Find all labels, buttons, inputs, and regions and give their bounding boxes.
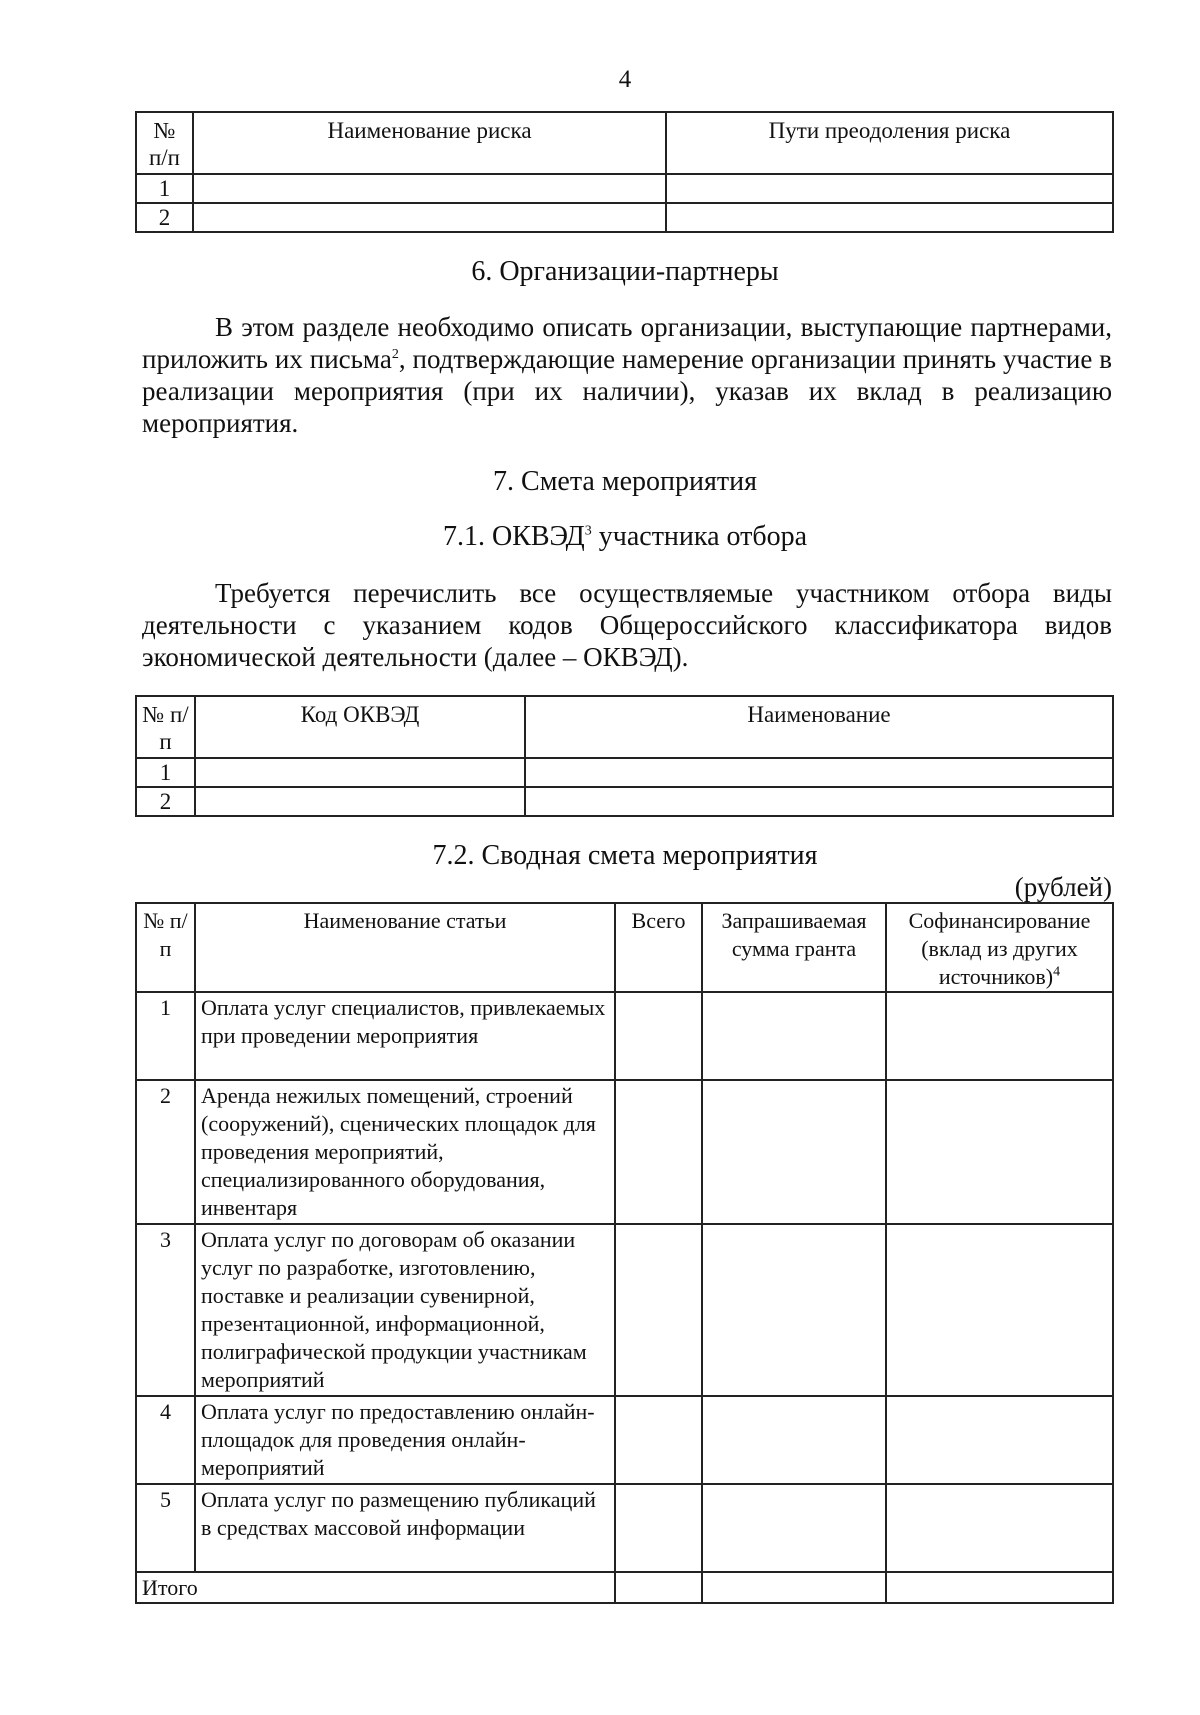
table-row [136,203,1113,232]
okved-code-cell [195,787,525,816]
footnote-marker: 4 [1053,964,1061,980]
budget-item-name: Оплата услуг специалистов, привлекаемых при проведении мероприятия [195,992,615,1080]
partners-paragraph [142,311,1112,439]
table-row [136,992,1113,1080]
column-header-okved-code: Код ОКВЭД [195,696,525,758]
budget-total-cell [615,1224,702,1396]
budget-cofinancing-cell [886,1484,1113,1572]
column-header-number: № п/п [136,112,193,174]
okved-table [135,695,1114,817]
risk-name-cell [193,174,666,203]
subsection-heading-summary-budget: 7.2. Сводная смета мероприятия [432,840,818,871]
row-number: 2 [136,203,193,232]
risk-table [135,111,1114,233]
table-header-row [136,112,1113,174]
budget-item-name: Оплата услуг по предоставлению онлайн-площадок для проведения онлайн-мероприятий [195,1396,615,1484]
subsection-heading-okved-text: 7.1. ОКВЭД [442,521,585,552]
row-number: 1 [136,992,195,1080]
budget-item-name: Аренда нежилых помещений, строений (сооружений), сценических площадок для проведения мероприятий, специализированного оборудования, инвентаря [195,1080,615,1224]
column-header-okved-name: Наименование [525,696,1113,758]
table-header-row [136,696,1113,758]
subsection-heading-okved-text-cont: участника отбора [591,521,808,552]
budget-grant-cell [702,992,886,1080]
column-header-grant-amount: Запрашиваемая сумма гранта [702,903,886,992]
section-heading-budget: 7. Смета мероприятия [493,466,757,497]
column-header-total: Всего [615,903,702,992]
budget-cofinancing-cell [886,1080,1113,1224]
section-heading-partners: 6. Организации-партнеры [471,256,779,287]
budget-grant-cell [702,1484,886,1572]
row-number: 3 [136,1224,195,1396]
budget-cofinancing-cell [886,992,1113,1080]
risk-mitigation-cell [666,174,1113,203]
okved-paragraph: Требуется перечислить все осуществляемые участником отбора виды деятельности с указанием кодов Общероссийского классификатора видов экономической деятельности (далее – ОКВЭД). [142,578,1112,672]
risk-name-cell [193,203,666,232]
table-total-row [136,1572,1113,1603]
table-row [136,1484,1113,1572]
table-row [136,1080,1113,1224]
partners-paragraph-text: В этом разделе необходимо описать организации, выступающие партнерами, приложить их письма [142,312,1112,374]
risk-mitigation-cell [666,203,1113,232]
column-header-cofinancing-text: Софинансирование (вклад из других источников) [908,908,1091,989]
column-header-number: № п/п [136,903,195,992]
footnote-marker: 3 [584,523,592,539]
column-header-item-name: Наименование статьи [195,903,615,992]
row-number: 5 [136,1484,195,1572]
budget-total-cell [615,1484,702,1572]
table-row [136,787,1113,816]
currency-units-label: (рублей) [1014,872,1112,902]
budget-item-name: Оплата услуг по размещению публикаций в средствах массовой информации [195,1484,615,1572]
budget-grant-cell [702,1396,886,1484]
budget-cofinancing-cell [886,1224,1113,1396]
okved-code-cell [195,758,525,787]
row-number: 2 [136,1080,195,1224]
budget-grant-cell [702,1080,886,1224]
budget-grant-cell [702,1224,886,1396]
table-row [136,1224,1113,1396]
budget-total-cell [615,1572,702,1603]
table-header-row [136,903,1113,992]
column-header-number: № п/п [136,696,195,758]
okved-name-cell [525,758,1113,787]
budget-grant-cell [702,1572,886,1603]
okved-name-cell [525,787,1113,816]
subsection-heading-okved [0,521,1200,553]
table-row [136,174,1113,203]
budget-cofinancing-cell [886,1572,1113,1603]
footnote-marker: 2 [391,347,399,362]
budget-total-cell [615,1080,702,1224]
budget-cofinancing-cell [886,1396,1113,1484]
table-row [136,758,1113,787]
page-number: 4 [618,66,632,93]
total-label: Итого [136,1572,615,1603]
budget-total-cell [615,992,702,1080]
row-number: 2 [136,787,195,816]
column-header-risk-name: Наименование риска [193,112,666,174]
column-header-risk-mitigation: Пути преодоления риска [666,112,1113,174]
budget-item-name: Оплата услуг по договорам об оказании услуг по разработке, изготовлению, поставке и реализации сувенирной, презентационной, информационной, полиграфической продукции участникам мероприятий [195,1224,615,1396]
row-number: 1 [136,174,193,203]
partners-paragraph-text-cont: , подтверждающие намерение организации принять участие в реализации мероприятия (при их наличии), указав их вклад в реализацию мероприятия. [142,344,1112,438]
budget-table [135,902,1114,1604]
column-header-cofinancing [886,903,1113,992]
row-number: 1 [136,758,195,787]
budget-total-cell [615,1396,702,1484]
table-row [136,1396,1113,1484]
row-number: 4 [136,1396,195,1484]
